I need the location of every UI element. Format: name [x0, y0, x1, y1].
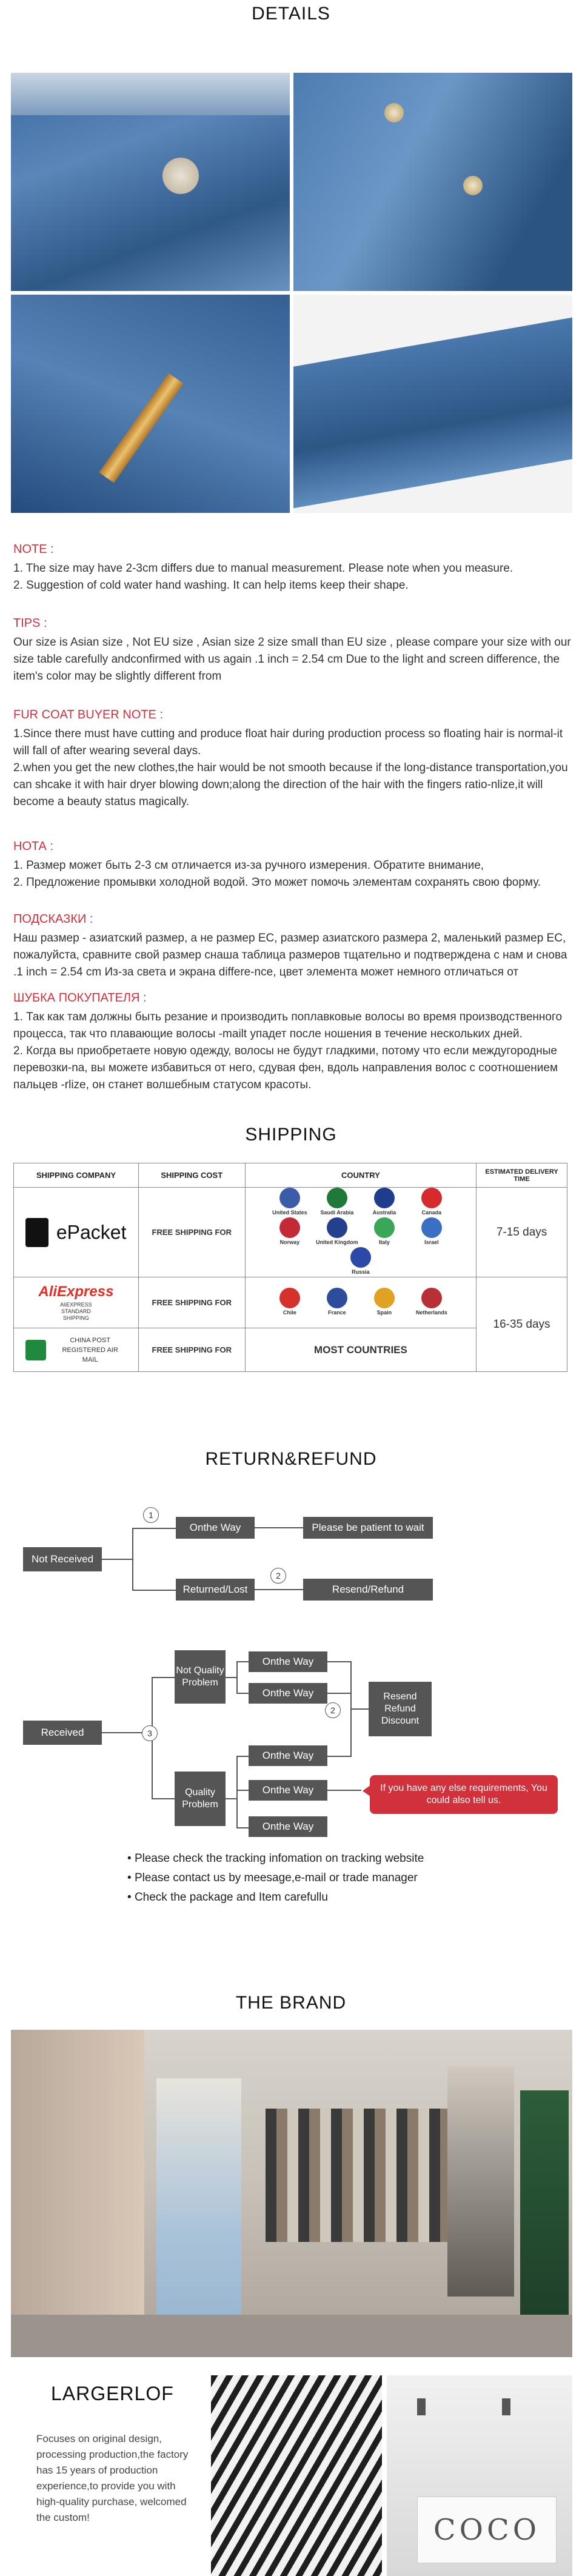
- shipping-table: [13, 1163, 567, 1372]
- country-flag: [313, 1288, 361, 1316]
- country-name: Australia: [372, 1209, 396, 1216]
- returned-lost-box: Returned/Lost: [176, 1579, 255, 1601]
- cost-cell: FREE SHIPPING FOR: [138, 1277, 245, 1328]
- fur-coat-line: 2.when you get the new clothes,the hair would be not smooth because if the long-distance transportation,you can shcake it with hair dryer blowing down;along the direction of the hair with the fingers ratio-nlize,it will become a beauty status magically.: [13, 761, 568, 808]
- company-sub: AliEXPRESS STANDARD SHIPPING: [60, 1302, 92, 1321]
- company-cell: [14, 1277, 139, 1328]
- ru-note-line: 2. Предложение промывки холодной водой. Это может помочь элементам сохранять свою форму.: [13, 876, 541, 889]
- china-post-logo-icon: [25, 1340, 46, 1360]
- on-the-way-box: Onthe Way: [176, 1517, 255, 1539]
- ru-tips-line: Наш размер - азиатский размер, а не размер ЕС, размер азиатского размера 2, маленький размер ЕС, пожалуйста, сравните свой размер снаша таблица размеров тщательно и подтверждена с нам и снова .1 inch = 2.54 cm Из-за света и экрана differe-nce, цвет элемента может немного отличаться от: [13, 932, 567, 979]
- company-cell: [14, 1328, 139, 1372]
- col-header: SHIPPING COMPANY: [14, 1163, 139, 1188]
- col-header: SHIPPING COST: [138, 1163, 245, 1188]
- country-flag: [337, 1247, 384, 1275]
- tips-line: Our size is Asian size , Not EU size , Asian size 2 size small than EU size , please compare your size with our size table carefully andconfirmed with us again .1 inch = 2.54 cm Due to the light and screen difference, the item's color may be slightly different from: [13, 636, 571, 683]
- country-name: Canada: [421, 1209, 442, 1216]
- company-cell: [14, 1188, 139, 1277]
- country-flag: [266, 1217, 313, 1245]
- country-name: Italy: [378, 1239, 390, 1245]
- step-number: 1: [143, 1507, 159, 1523]
- denim-zipper-photo: [11, 295, 290, 513]
- flag-icon: [327, 1217, 347, 1238]
- brand-name: LARGERLOF: [51, 2383, 174, 2404]
- ru-fur-line: 1. Так как там должны быть резание и производить поплавковые волосы во время производственного процесса, так что плавающие волосы -mailt упадет после ношения в течение нескольких дней.: [13, 1011, 563, 1040]
- refund-bullet: • Please contact us by meesage,e-mail or trade manager: [127, 1872, 418, 1884]
- ru-tips-heading: ПОДСКАЗКИ :: [13, 912, 93, 926]
- country-flag: [266, 1288, 313, 1316]
- step-number: 3: [142, 1725, 158, 1741]
- country-name: Chile: [283, 1310, 296, 1316]
- note-line: 2. Suggestion of cold water hand washing. It can help items keep their shape.: [13, 579, 409, 592]
- brand-title: THE BRAND: [235, 1993, 347, 2013]
- tips-section: [13, 617, 571, 685]
- ru-fur-heading: ШУБКА ПОКУПАТЕЛЯ :: [13, 991, 147, 1005]
- denim-waistband-photo: [11, 73, 290, 291]
- refund-notes: [127, 1849, 552, 1907]
- note-section: [13, 543, 571, 594]
- country-cell: [245, 1188, 476, 1277]
- cost-cell: FREE SHIPPING FOR: [138, 1188, 245, 1277]
- country-flag: [361, 1217, 408, 1245]
- details-title: DETAILS: [252, 4, 330, 24]
- country-flag: [408, 1217, 455, 1245]
- brand-description: Focuses on original design, processing production,the factory has 15 years of production experience,to provide you with high-quality purchase, welcomed the custom!: [36, 2433, 189, 2523]
- flag-icon: [279, 1217, 300, 1238]
- flag-icon: [350, 1247, 371, 1268]
- flag-icon: [421, 1188, 442, 1208]
- resend-refund-discount-box: Resend Refund Discount: [369, 1682, 432, 1736]
- received-box: Received: [23, 1721, 102, 1745]
- denim-hem-photo: [293, 295, 572, 513]
- on-the-way-box: Onthe Way: [249, 1816, 327, 1837]
- flag-icon: [374, 1288, 395, 1308]
- fur-coat-line: 1.Since there must have cutting and produce float hair during production process so floating hair is normal-it will fall of after wearing several days.: [13, 728, 563, 757]
- on-the-way-box: Onthe Way: [249, 1780, 327, 1801]
- country-name: France: [328, 1310, 346, 1316]
- denim-pocket-photo: [293, 73, 572, 291]
- cost-cell: FREE SHIPPING FOR: [138, 1328, 245, 1372]
- country-flag: [408, 1288, 455, 1316]
- country-flag: [408, 1188, 455, 1216]
- flag-icon: [327, 1288, 347, 1308]
- be-patient-box: Please be patient to wait: [303, 1517, 433, 1539]
- country-cell: MOST COUNTRIES: [245, 1328, 476, 1372]
- note-line: 1. The size may have 2-3cm differs due to manual measurement. Please note when you measure.: [13, 562, 513, 575]
- on-the-way-box: Onthe Way: [249, 1683, 327, 1704]
- company-name: CHINA POST REGISTERED AIR MAIL: [62, 1336, 118, 1363]
- flag-icon: [421, 1288, 442, 1308]
- epacket-logo-icon: [25, 1218, 48, 1247]
- ru-note-heading: НОТА :: [13, 840, 54, 853]
- ru-note-section: [13, 840, 571, 891]
- country-flag: [361, 1188, 408, 1216]
- country-name: Israel: [424, 1239, 439, 1245]
- ru-tips-section: [13, 912, 571, 981]
- col-header: COUNTRY: [245, 1163, 476, 1188]
- refund-bullet: • Check the package and Item carefullu: [127, 1891, 328, 1904]
- requirements-callout: If you have any else requirements, You could also tell us.: [370, 1775, 558, 1814]
- refund-title: RETURN&REFUND: [205, 1449, 377, 1469]
- on-the-way-box: Onthe Way: [249, 1651, 327, 1672]
- country-flag: [266, 1188, 313, 1216]
- tips-heading: TIPS :: [13, 617, 47, 630]
- time-cell: 16-35 days: [477, 1277, 567, 1372]
- boutique-photo: [11, 2030, 572, 2357]
- col-header: ESTIMATED DELIVERY TIME: [477, 1163, 567, 1188]
- callout-arrow-icon: [363, 1785, 371, 1797]
- country-name: United Kingdom: [316, 1239, 358, 1245]
- country-cell: [245, 1277, 476, 1328]
- country-name: Russia: [352, 1269, 370, 1275]
- quality-box: Quality Problem: [175, 1771, 226, 1826]
- flag-icon: [327, 1188, 347, 1208]
- flag-icon: [374, 1188, 395, 1208]
- country-flag: [313, 1188, 361, 1216]
- on-the-way-box: Onthe Way: [249, 1745, 327, 1766]
- store-sign-photo: [387, 2375, 572, 2576]
- not-quality-box: Not Quality Problem: [175, 1650, 226, 1704]
- not-received-box: Not Received: [23, 1547, 102, 1571]
- ru-note-line: 1. Размер может быть 2-3 см отличается из-за ручного измерения. Обратите внимание,: [13, 859, 484, 872]
- country-name: Saudi Arabia: [320, 1209, 354, 1216]
- fur-coat-note-section: [13, 708, 571, 811]
- country-flag: [361, 1288, 408, 1316]
- step-number: 2: [325, 1702, 341, 1718]
- country-flag: [313, 1217, 361, 1245]
- flag-icon: [421, 1217, 442, 1238]
- flag-icon: [374, 1217, 395, 1238]
- ru-fur-section: [13, 991, 571, 1094]
- store-sign: COCO: [417, 2497, 557, 2563]
- aliexpress-logo: AliExpress: [38, 1283, 114, 1300]
- shipping-title: SHIPPING: [245, 1125, 337, 1145]
- refund-bullet: • Please check the tracking infomation on tracking website: [127, 1852, 424, 1865]
- table-row: [14, 1188, 567, 1277]
- note-heading: NOTE :: [13, 543, 54, 556]
- striped-shirts-photo: [211, 2375, 382, 2576]
- resend-refund-box: Resend/Refund: [303, 1579, 433, 1601]
- company-name: ePacket: [56, 1221, 127, 1243]
- time-cell: 7-15 days: [477, 1188, 567, 1277]
- flag-icon: [279, 1288, 300, 1308]
- ru-fur-line: 2. Когда вы приобретаете новую одежду, волосы не будут гладкими, потому что если междугородные перевозки-na, вы можете избавиться от него, сдувая фен, вдоль направления волос с соотношением пальцев -rlize, он станет волшебным статусом красоты.: [13, 1045, 558, 1091]
- country-name: Spain: [376, 1310, 392, 1316]
- country-name: Netherlands: [415, 1310, 447, 1316]
- country-name: Norway: [279, 1239, 300, 1245]
- country-name: United States: [272, 1209, 307, 1216]
- table-row: [14, 1277, 567, 1328]
- step-number: 2: [270, 1568, 286, 1584]
- fur-coat-heading: FUR COAT BUYER NOTE :: [13, 708, 164, 721]
- flag-icon: [279, 1188, 300, 1208]
